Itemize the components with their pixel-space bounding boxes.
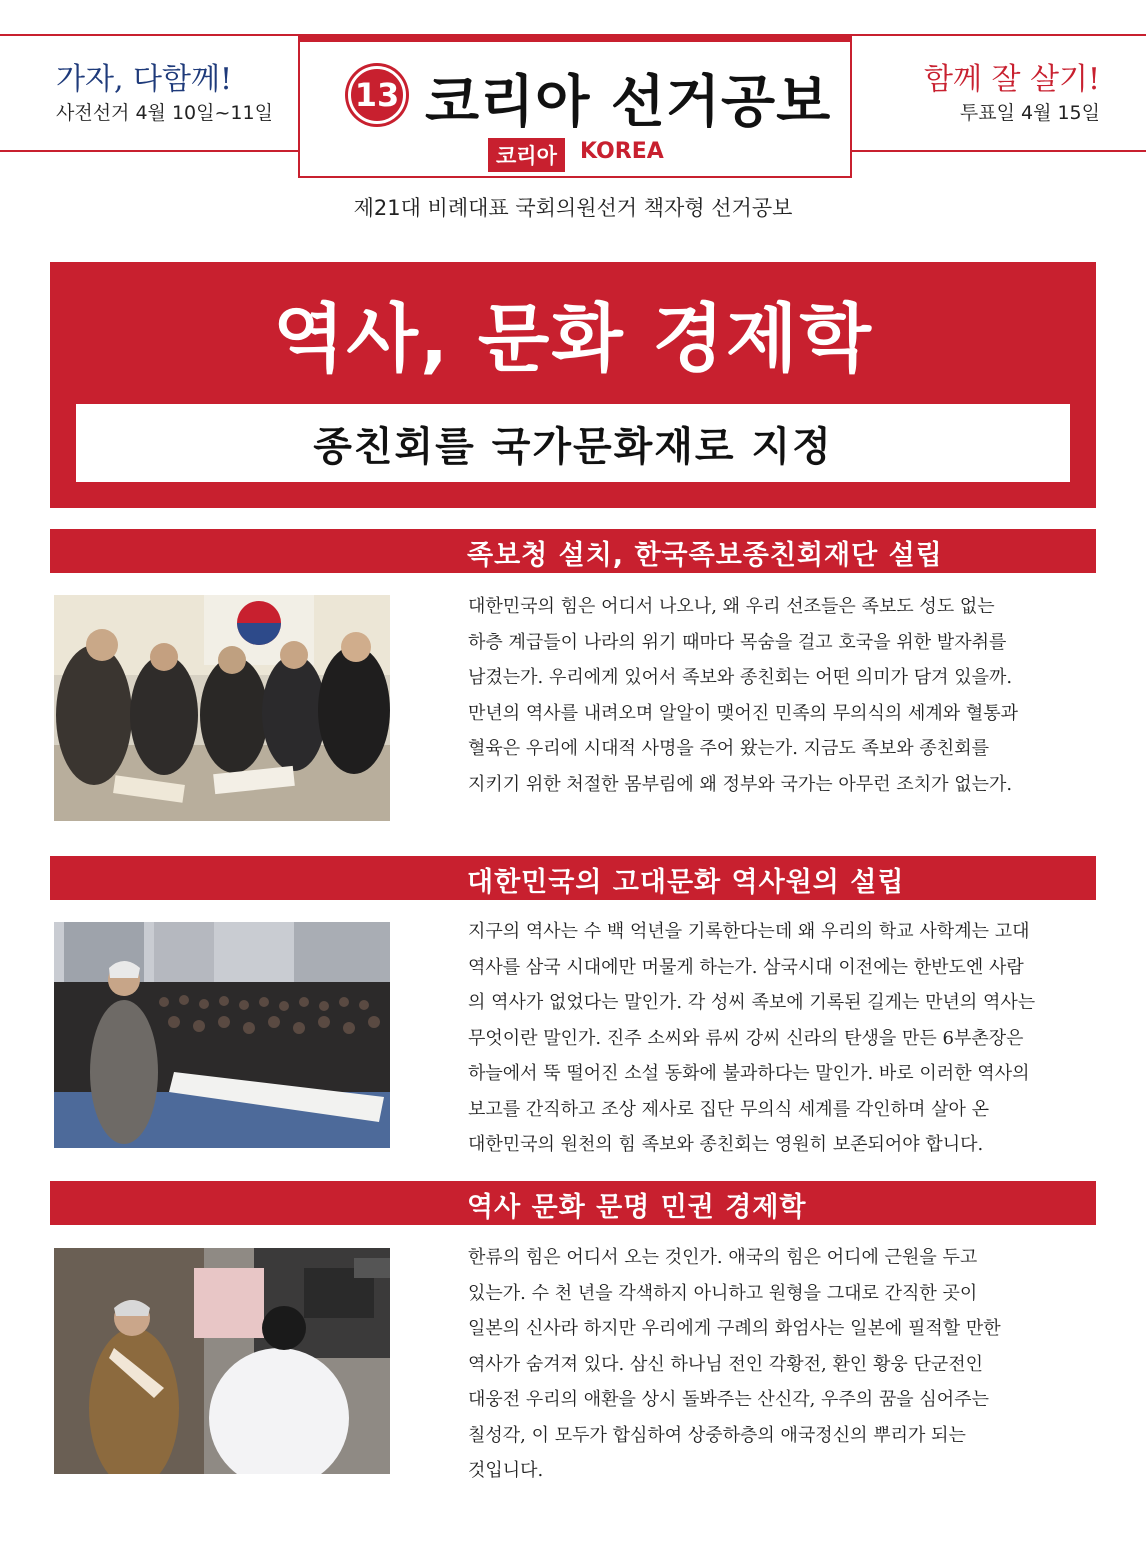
main-banner: [50, 262, 1096, 508]
text-line: 대한민국의 힘은 어디서 나오나, 왜 우리 선조들은 족보도 성도 없는: [468, 596, 995, 617]
party-name-english: KOREA: [580, 139, 664, 164]
header-rule-left: [0, 34, 298, 36]
section-header-1: [50, 529, 1096, 573]
publication-subtitle: 제21대 비례대표 국회의원선거 책자형 선거공보: [353, 196, 793, 220]
text-line: 지키기 위한 처절한 몸부림에 왜 정부와 국가는 아무런 조치가 없는가.: [468, 773, 1013, 795]
text-line: 남겼는가. 우리에게 있어서 족보와 종친회는 어떤 의미가 담겨 있을까.: [468, 667, 1013, 688]
text-line: 한류의 힘은 어디서 오는 것인가. 애국의 힘은 어디에 근원을 두고: [468, 1247, 978, 1268]
text-line: 대한민국의 원천의 힘 족보와 종친회는 영원히 보존되어야 합니다.: [468, 1134, 984, 1155]
text-line: 하늘에서 뚝 떨어진 소설 동화에 불과하다는 말인가. 바로 이러한 역사의: [468, 1063, 1030, 1084]
section-title-2: 대한민국의 고대문화 역사원의 설립: [467, 867, 905, 898]
text-line: 혈육은 우리에 시대적 사명을 주어 왔는가. 지금도 족보와 종친회를: [468, 738, 989, 759]
slogan-left: 가자, 다함께!: [56, 62, 233, 97]
text-line: 있는가. 수 천 년을 각색하지 아니하고 원형을 그대로 간직한 곳이: [468, 1282, 978, 1304]
candidate-number-badge: 13: [348, 66, 406, 124]
section-photo-2: [54, 922, 390, 1148]
section-body-3: [468, 1240, 1088, 1489]
section-photo-1: [54, 595, 390, 821]
text-line: 의 역사가 없었다는 말인가. 각 성씨 족보에 기록된 길게는 만년의 역사는: [468, 992, 1036, 1013]
text-line: 대웅전 우리의 애환을 상시 돌봐주는 산신각, 우주의 꿈을 심어주는: [468, 1389, 989, 1410]
section-header-3: [50, 1181, 1096, 1225]
section-photo-3: [54, 1248, 390, 1474]
header-rule-right-bottom: [852, 150, 1146, 152]
banner-title: 역사, 문화 경제학: [272, 296, 874, 382]
text-line: 역사를 삼국 시대에만 머물게 하는가. 삼국시대 이전에는 한반도엔 사람: [468, 956, 1024, 978]
text-line: 하층 계급들이 나라의 위기 때마다 목숨을 걸고 호국을 위한 발자취를: [468, 631, 1007, 653]
section-title-1: 족보청 설치, 한국족보종친회재단 설립: [467, 540, 943, 571]
section-body-2: [468, 914, 1088, 1163]
text-line: 것입니다.: [468, 1460, 544, 1481]
section-body-1: [468, 589, 1088, 802]
early-voting-date: 사전선거 4월 10일~11일: [56, 102, 273, 124]
section-title-3: 역사 문화 문명 민권 경제학: [467, 1192, 807, 1223]
text-line: 무엇이란 말인가. 진주 소씨와 류씨 강씨 신라의 탄생을 만든 6부촌장은: [468, 1027, 1024, 1049]
text-line: 일본의 신사라 하지만 우리에게 구례의 화엄사는 일본에 필적할 만한: [468, 1318, 1001, 1339]
paper-title: 코리아 선거공보: [425, 70, 832, 135]
text-line: 만년의 역사를 내려오며 알알이 맺어진 민족의 무의식의 세계와 혈통과: [468, 702, 1019, 724]
election-day-date: 투표일 4월 15일: [959, 102, 1100, 124]
text-line: 역사가 숨겨져 있다. 삼신 하나님 전인 각황전, 환인 황웅 단군전인: [468, 1353, 984, 1375]
slogan-right: 함께 잘 살기!: [923, 62, 1100, 97]
header-rule-right: [852, 34, 1146, 36]
section-header-2: [50, 856, 1096, 900]
party-name-korean: 코리아: [488, 138, 565, 172]
header-rule-left-bottom: [0, 150, 298, 152]
text-line: 보고를 간직하고 조상 제사로 집단 무의식 세계를 각인하며 살아 온: [468, 1098, 989, 1120]
banner-subtitle-box: [76, 404, 1070, 482]
text-line: 칠성각, 이 모두가 합심하여 상중하층의 애국정신의 뿌리가 되는: [468, 1424, 966, 1446]
banner-subtitle: 종친회를 국가문화재로 지정: [313, 423, 833, 470]
text-line: 지구의 역사는 수 백 억년을 기록한다는데 왜 우리의 학교 사학계는 고대: [468, 921, 1030, 942]
